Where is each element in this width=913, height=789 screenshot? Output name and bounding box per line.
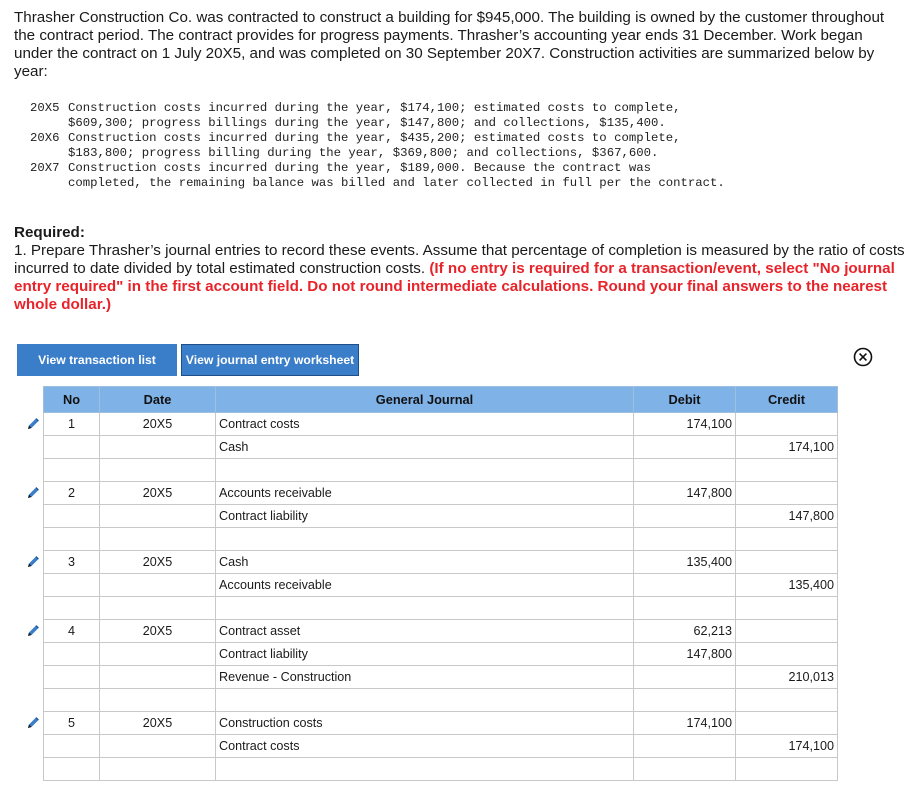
entry-date xyxy=(100,528,216,551)
journal-entry-row xyxy=(44,413,838,436)
credit-cell xyxy=(736,413,838,436)
account-cell xyxy=(216,597,634,620)
credit-cell: 147,800 xyxy=(736,505,838,528)
account-cell: Cash xyxy=(216,436,634,459)
journal-line-row xyxy=(44,528,838,551)
activity-year: 20X5 xyxy=(30,101,60,115)
view-transaction-list-button[interactable]: View transaction list xyxy=(17,344,177,376)
credit-cell xyxy=(736,528,838,551)
account-cell xyxy=(216,528,634,551)
activity-row xyxy=(30,101,728,131)
entry-date: 20X5 xyxy=(100,482,216,505)
debit-cell xyxy=(634,666,736,689)
entry-date: 20X5 xyxy=(100,413,216,436)
journal-line-row xyxy=(44,689,838,712)
entry-number xyxy=(44,643,100,666)
credit-cell xyxy=(736,551,838,574)
entry-date xyxy=(100,758,216,781)
credit-cell: 135,400 xyxy=(736,574,838,597)
entry-number: 2 xyxy=(44,482,100,505)
debit-cell: 174,100 xyxy=(634,413,736,436)
journal-line-row xyxy=(44,505,838,528)
activity-year: 20X6 xyxy=(30,131,60,145)
entry-number xyxy=(44,505,100,528)
col-header-account: General Journal xyxy=(216,387,634,413)
account-cell: Contract costs xyxy=(216,735,634,758)
debit-cell: 147,800 xyxy=(634,482,736,505)
journal-line-row xyxy=(44,666,838,689)
credit-cell xyxy=(736,643,838,666)
general-journal-table xyxy=(43,386,838,781)
journal-line-row xyxy=(44,643,838,666)
problem-intro: Thrasher Construction Co. was contracted to construct a building for $945,000. The building is owned by the customer throughout the contract period. The contract provides for progress payments. Thrasher’s accounting year ends 31 December. Work began under the contract on 1 July 20X5, and was completed on 30 September 20X7. Construction activities are summarized below by year: xyxy=(14,9,885,80)
debit-cell xyxy=(634,758,736,781)
entry-number: 5 xyxy=(44,712,100,735)
credit-cell xyxy=(736,758,838,781)
debit-cell: 174,100 xyxy=(634,712,736,735)
journal-body xyxy=(44,413,838,781)
required-heading: Required: xyxy=(14,224,85,241)
entry-date: 20X5 xyxy=(100,551,216,574)
journal-line-row xyxy=(44,758,838,781)
entry-number xyxy=(44,459,100,482)
table-header-row xyxy=(44,387,838,413)
entry-number xyxy=(44,436,100,459)
activity-text: Construction costs incurred during the year, $189,000. Because the contract was completed, the remaining balance was billed and later collected in full per the contract. xyxy=(68,161,725,190)
activity-text: Construction costs incurred during the year, $174,100; estimated costs to complete, $609,300; progress billings during the year, $147,800; and collections, $135,400. xyxy=(68,101,688,130)
col-header-debit: Debit xyxy=(634,387,736,413)
credit-cell: 174,100 xyxy=(736,735,838,758)
journal-entry-row xyxy=(44,482,838,505)
entry-date: 20X5 xyxy=(100,620,216,643)
col-header-no: No xyxy=(44,387,100,413)
entry-number xyxy=(44,597,100,620)
account-cell: Accounts receivable xyxy=(216,574,634,597)
debit-cell: 147,800 xyxy=(634,643,736,666)
debit-cell: 135,400 xyxy=(634,551,736,574)
activity-year: 20X7 xyxy=(30,161,60,175)
pencil-icon[interactable] xyxy=(25,715,41,731)
account-cell xyxy=(216,459,634,482)
view-journal-entry-worksheet-button[interactable]: View journal entry worksheet xyxy=(181,344,359,376)
entry-number xyxy=(44,735,100,758)
entry-number xyxy=(44,574,100,597)
activity-text: Construction costs incurred during the year, $435,200; estimated costs to complete, $183,800; progress billing during the year, $369,800; and collections, $367,600. xyxy=(68,131,688,160)
journal-line-row xyxy=(44,436,838,459)
journal-entry-row xyxy=(44,620,838,643)
credit-cell xyxy=(736,597,838,620)
entry-number: 1 xyxy=(44,413,100,436)
credit-cell xyxy=(736,482,838,505)
entry-date xyxy=(100,643,216,666)
entry-date: 20X5 xyxy=(100,712,216,735)
account-cell: Revenue - Construction xyxy=(216,666,634,689)
entry-number: 4 xyxy=(44,620,100,643)
debit-cell xyxy=(634,528,736,551)
debit-cell xyxy=(634,459,736,482)
entry-date xyxy=(100,436,216,459)
journal-line-row xyxy=(44,735,838,758)
entry-date xyxy=(100,666,216,689)
close-icon[interactable] xyxy=(853,347,873,367)
entry-number xyxy=(44,689,100,712)
required-description: 1. Prepare Thrasher’s journal entries to record these events. Assume that percentage of completion is measured by the ratio of costs incurred to date divided by total estimated construction costs. xyxy=(14,242,905,277)
pencil-icon[interactable] xyxy=(25,485,41,501)
account-cell xyxy=(216,758,634,781)
account-cell: Cash xyxy=(216,551,634,574)
credit-cell xyxy=(736,689,838,712)
account-cell: Accounts receivable xyxy=(216,482,634,505)
debit-cell xyxy=(634,689,736,712)
account-cell: Contract liability xyxy=(216,643,634,666)
account-cell: Construction costs xyxy=(216,712,634,735)
journal-line-row xyxy=(44,574,838,597)
entry-number xyxy=(44,758,100,781)
entry-date xyxy=(100,735,216,758)
required-instruction: (If no entry is required for a transaction/event, select "No journal entry required" in the first account field. Do not round intermediate calculations. Round your final answers to the nearest whole dollar.) xyxy=(14,260,895,313)
pencil-icon[interactable] xyxy=(25,623,41,639)
journal-entry-row xyxy=(44,712,838,735)
credit-cell: 174,100 xyxy=(736,436,838,459)
entry-date xyxy=(100,574,216,597)
account-cell: Contract asset xyxy=(216,620,634,643)
activity-row xyxy=(30,131,728,161)
entry-date xyxy=(100,505,216,528)
credit-cell xyxy=(736,459,838,482)
debit-cell: 62,213 xyxy=(634,620,736,643)
journal-line-row xyxy=(44,597,838,620)
credit-cell: 210,013 xyxy=(736,666,838,689)
credit-cell xyxy=(736,620,838,643)
entry-number xyxy=(44,528,100,551)
account-cell: Contract liability xyxy=(216,505,634,528)
journal-entry-row xyxy=(44,551,838,574)
pencil-icon[interactable] xyxy=(25,554,41,570)
entry-number xyxy=(44,666,100,689)
entry-number: 3 xyxy=(44,551,100,574)
debit-cell xyxy=(634,574,736,597)
journal-line-row xyxy=(44,459,838,482)
entry-date xyxy=(100,597,216,620)
debit-cell xyxy=(634,597,736,620)
credit-cell xyxy=(736,712,838,735)
account-cell xyxy=(216,689,634,712)
construction-activities xyxy=(30,101,728,191)
col-header-date: Date xyxy=(100,387,216,413)
entry-date xyxy=(100,459,216,482)
activity-row xyxy=(30,161,728,191)
debit-cell xyxy=(634,505,736,528)
entry-date xyxy=(100,689,216,712)
debit-cell xyxy=(634,436,736,459)
pencil-icon[interactable] xyxy=(25,416,41,432)
debit-cell xyxy=(634,735,736,758)
col-header-credit: Credit xyxy=(736,387,838,413)
account-cell: Contract costs xyxy=(216,413,634,436)
required-text xyxy=(14,242,906,314)
